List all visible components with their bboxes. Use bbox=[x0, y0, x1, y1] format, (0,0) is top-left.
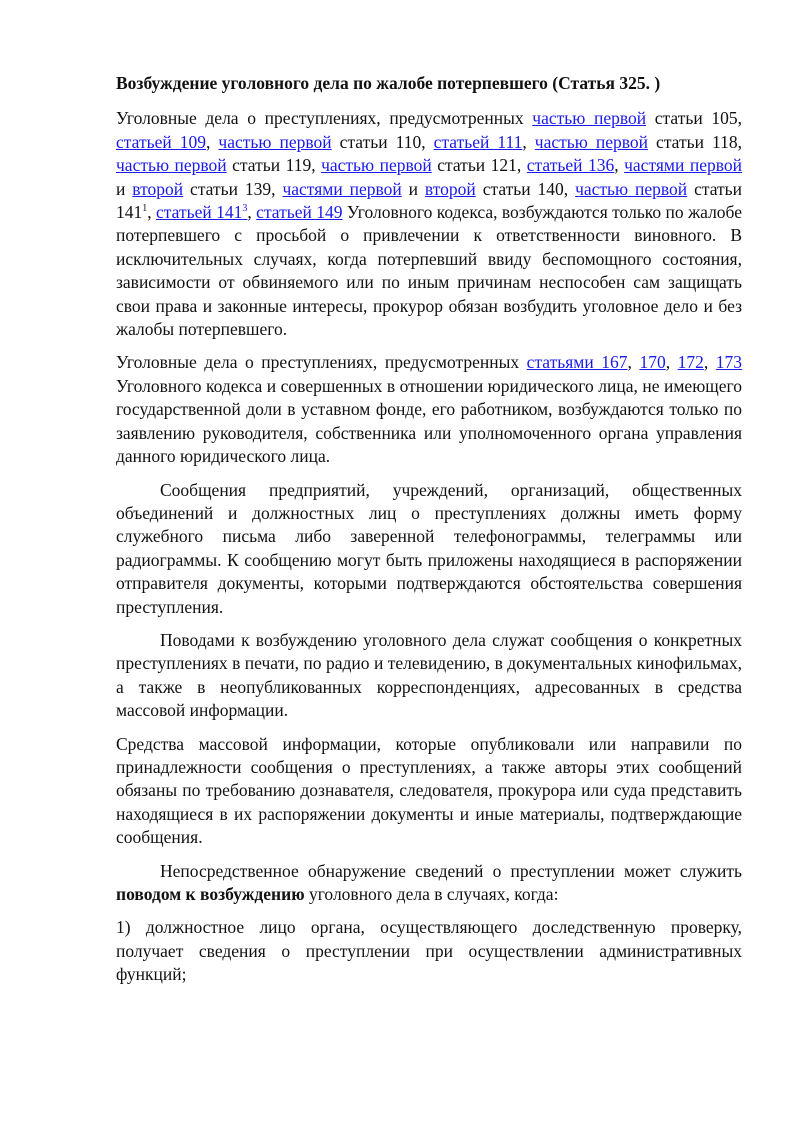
text: , bbox=[614, 155, 625, 176]
link-part-one-art-141-1[interactable]: частью первой bbox=[575, 178, 688, 199]
paragraph-6 bbox=[116, 860, 742, 907]
text: статьи 105, bbox=[646, 108, 743, 129]
text: Уголовные дела о преступлениях, предусмотренных bbox=[116, 352, 527, 373]
text: , bbox=[627, 352, 640, 373]
text: статьи 119, bbox=[226, 155, 322, 176]
paragraph-4: Поводами к возбуждению уголовного дела служат сообщения о конкретных преступлениях в печати, по радио и телевидению, в документальных кинофильмах, а также в неопубликованных корреспонденциях, адресованных в средства массовой информации. bbox=[116, 629, 742, 721]
text: Уголовного кодекса и совершенных в отношении юридического лица, не имеющего государственной доли в уставном фонде, его работником, возбуждаются только по заявлению руководителя, собственника или уполномоченного органа управления данного юридического лица. bbox=[116, 375, 742, 467]
link-part-one-art-118[interactable]: частью первой bbox=[534, 131, 649, 152]
bold-text: поводом к возбуждению bbox=[116, 884, 305, 904]
document-page bbox=[116, 72, 742, 997]
text: и bbox=[401, 178, 425, 199]
paragraph-2 bbox=[116, 351, 742, 468]
superscript: 3 bbox=[242, 203, 248, 215]
link-part-one-art-105[interactable]: частью первой bbox=[532, 108, 647, 129]
link-art-167[interactable]: статьями 167 bbox=[526, 352, 628, 373]
link-art-172[interactable]: 172 bbox=[677, 352, 704, 373]
link-second-art-140[interactable]: второй bbox=[424, 178, 476, 199]
text: , bbox=[206, 131, 219, 152]
text: , bbox=[147, 202, 157, 223]
paragraph-5: Средства массовой информации, которые опубликовали или направили по принадлежности сообщения о преступлениях, а также авторы этих сообщений обязаны по требованию дознавателя, следователя, прокурора или суда представить находящиеся в их распоряжении документы и иные материалы, подтверждающие сообщения. bbox=[116, 733, 742, 848]
text: , bbox=[247, 202, 257, 223]
link-art-136[interactable]: статьей 136 bbox=[526, 155, 615, 176]
text: статьи 110, bbox=[331, 131, 434, 152]
link-part-one-art-121[interactable]: частью первой bbox=[321, 155, 432, 176]
text: статьи 118, bbox=[648, 131, 743, 152]
link-art-111[interactable]: статьей 111 bbox=[433, 131, 523, 152]
text: , bbox=[665, 352, 678, 373]
text: статьи 141 bbox=[116, 178, 743, 223]
link-art-173[interactable]: 173 bbox=[715, 352, 743, 373]
link-art-149[interactable]: статьей 149 bbox=[256, 202, 343, 223]
text: , bbox=[703, 352, 716, 373]
text: статьи 121, bbox=[431, 155, 527, 176]
paragraph-3: Сообщения предприятий, учреждений, организаций, общественных объединений и должностных лиц о преступлениях должны иметь форму служебного письма либо заверенной телефонограммы, телеграммы или радиограммы. К сообщению могут быть приложены находящиеся в распоряжении отправителя документы, которыми подтверждаются обстоятельства совершения преступления. bbox=[116, 479, 742, 617]
superscript: 1 bbox=[142, 203, 148, 215]
text: уголовного дела в случаях, когда: bbox=[304, 884, 559, 904]
link-parts-one-art-140[interactable]: частями первой bbox=[282, 178, 402, 199]
text: Уголовные дела о преступлениях, предусмотренных bbox=[116, 108, 533, 129]
text: Непосредственное обнаружение сведений о преступлении может служить bbox=[160, 860, 742, 881]
link-art-170[interactable]: 170 bbox=[639, 352, 666, 373]
text: и bbox=[116, 178, 133, 199]
paragraph-7: 1) должностное лицо органа, осуществляющего доследственную проверку, получает сведения о преступлении при осуществлении административных функций; bbox=[116, 917, 742, 985]
link-parts-one-art-139[interactable]: частями первой bbox=[624, 155, 742, 176]
text: статьи 140, bbox=[475, 178, 576, 199]
link-part-one-art-110[interactable]: частью первой bbox=[218, 131, 332, 152]
paragraph-1 bbox=[116, 107, 742, 341]
link-second-art-139[interactable]: второй bbox=[132, 178, 184, 199]
link-art-109[interactable]: статьей 109 bbox=[116, 131, 206, 152]
text: Уголовного кодекса, возбуждаются только по жалобе потерпевшего с просьбой о привлечении к ответственности виновного. В исключительных случаях, когда потерпевший ввиду беспомощного состояния, зависимости от обвиняемого или по иным причинам неспособен сам защищать свои права и законные интересы, прокурор обязан возбудить уголовное дело и без жалобы потерпевшего. bbox=[116, 202, 743, 340]
link-part-one-art-119[interactable]: частью первой bbox=[116, 155, 227, 176]
text: статьи 139, bbox=[183, 178, 283, 199]
link-art-141-3[interactable] bbox=[156, 202, 247, 222]
link-text: статьей 141 bbox=[156, 202, 243, 223]
document-heading: Возбуждение уголовного дела по жалобе потерпевшего (Статья 325. ) bbox=[116, 73, 661, 93]
text: , bbox=[522, 131, 535, 152]
